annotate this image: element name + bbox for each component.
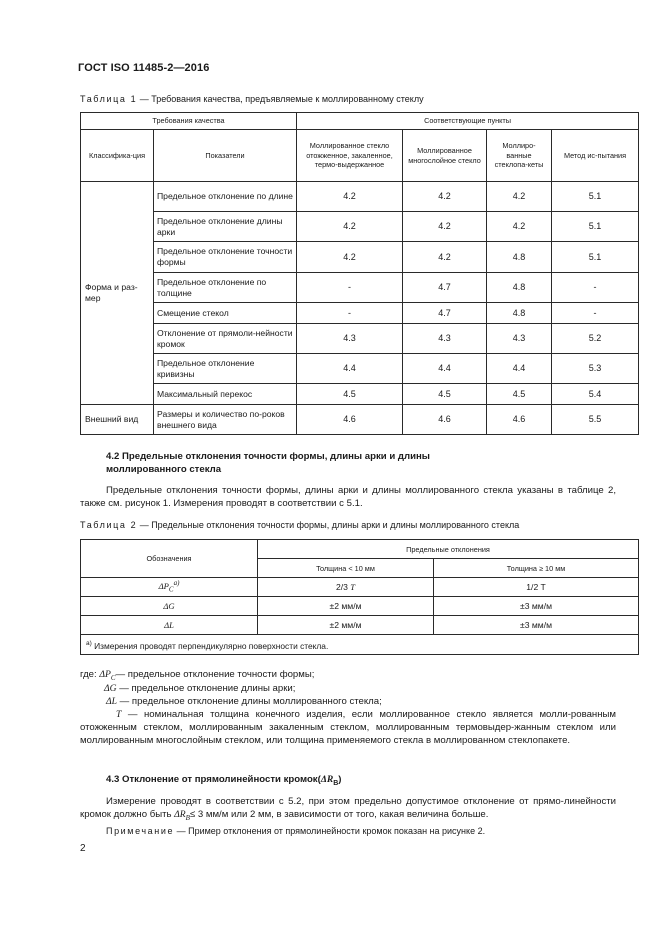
table2-caption-label: Таблица 2 [80,520,138,530]
legend-pc-subscript: C [110,673,116,682]
row-value: 4.7 [403,303,487,324]
row-indicator: Максимальный перекос [154,384,297,405]
note-label: Примечание [106,826,175,836]
legend-g-symbol: ΔG [104,683,117,694]
footnote-ref: a) [173,579,180,588]
col-bent-glass: Моллированное стекло отожженное, закаленное, термо-выдержанное [297,130,403,182]
row-value: 4.3 [403,324,487,354]
section-4-3-text-1: Измерение проводят в соответствии с 5.2, при этом предельно допустимое отклонение от прямо-линейности кромок должно быть [80,796,616,821]
row-value: 4.2 [297,242,403,273]
col-test-method: Метод ис-пытания [552,130,639,182]
section-4-3-note [106,826,485,836]
designation-cell [81,578,258,597]
section-4-2-heading-line2: моллированного стекла [106,464,222,475]
row-method: 5.1 [552,212,639,242]
table1-caption-text: — Требования качества, предъявляемые к моллированному стеклу [137,94,424,104]
legend-l-text: — предельное отклонение длины моллированного стекла; [116,696,382,707]
symbol-delta-g: ΔG [81,597,258,616]
legend-l [106,695,382,708]
row-value: 4.2 [487,212,552,242]
legend-g-text: — предельное отклонение длины арки; [116,683,296,694]
legend-pc-text: — предельное отклонение точности формы; [115,669,315,680]
row-value: 4.4 [403,354,487,384]
limit-thick-value: ±3 мм/м [434,616,639,635]
row-method: 5.1 [552,242,639,273]
row-value: 4.6 [297,405,403,435]
row-method: - [552,273,639,303]
table2-caption-text: — Предельные отклонения точности формы, длины арки и длины моллированного стекла [137,520,520,530]
section-4-3-heading [106,773,342,790]
row-indicator: Предельное отклонение длины арки [154,212,297,242]
document-title: ГОСТ ISO 11485-2—2016 [78,62,210,74]
legend-t-symbol: T [116,709,122,720]
row-indicator: Отклонение от прямоли-нейности кромок [154,324,297,354]
row-value: 4.7 [403,273,487,303]
row-value: 4.8 [487,242,552,273]
section-4-2-heading-line1: 4.2 Предельные отклонения точности формы, длины арки и длины [106,451,430,462]
symbol-delta-l: ΔL [81,616,258,635]
limit-thick-value: 1/2 T [434,578,639,597]
deviation-limits-table [80,539,639,655]
row-value: 4.6 [403,405,487,435]
row-indicator: Смещение стекол [154,303,297,324]
row-value: 4.6 [487,405,552,435]
head-limits: Предельные отклонения [258,540,639,559]
row-value: 4.4 [487,354,552,384]
section-4-3-heading-subscript: B [333,779,339,787]
row-value: 4.5 [297,384,403,405]
head-requirements: Требования качества [81,113,297,130]
row-value: 4.2 [297,212,403,242]
section-4-3-text-2: ≤ 3 мм/м или 2 мм, в зависимости от того, какая величина больше. [189,809,489,821]
col-indicators: Показатели [154,130,297,182]
head-sections: Соответствующие пункты [297,113,639,130]
section-4-2-heading [106,450,430,476]
section-4-3-heading-symbol: ΔR [320,774,334,785]
row-method: 5.3 [552,354,639,384]
section-4-3-heading-end: ) [338,774,342,785]
table1-caption-label: Таблица 1 [80,94,138,104]
row-indicator: Предельное отклонение кривизны [154,354,297,384]
legend-g [104,682,295,695]
row-method: 5.1 [552,182,639,212]
row-value: 4.3 [487,324,552,354]
row-value: 4.2 [297,182,403,212]
page-number: 2 [80,843,86,854]
section-4-3-heading-text: 4.3 Отклонение от прямолинейности кромок( [106,774,321,785]
row-value: 4.5 [487,384,552,405]
legend-t [80,708,616,748]
limit-thin-value: ±2 мм/м [258,597,434,616]
legend-pc-symbol: ΔP [99,669,111,680]
head-thickness-thick: Толщина ≥ 10 мм [434,559,639,578]
section-4-2-paragraph: Предельные отклонения точности формы, длины арки и длины моллированного стекла указаны в таблице 2, также см. рисунок 1. Измерения проводят в соответствии с 5.1. [80,485,616,510]
row-value: 4.8 [487,303,552,324]
footnote-text: Измерения проводят перпендикулярно поверхности стекла. [91,640,329,651]
group-appearance: Внешний вид [81,405,154,435]
table2-caption [80,520,519,530]
row-method: - [552,303,639,324]
row-value: 4.3 [297,324,403,354]
head-thickness-thin: Толщина < 10 мм [258,559,434,578]
limit-thin-value: 2/3 [335,581,351,592]
row-value: 4.5 [403,384,487,405]
row-value: 4.2 [403,212,487,242]
table1-caption [80,94,424,104]
row-indicator: Предельное отклонение по длине [154,182,297,212]
section-4-3-subscript: B [185,814,190,823]
limit-thin-value: ±2 мм/м [258,616,434,635]
section-4-3-paragraph [80,795,616,825]
col-classification: Классифика-ция [81,130,154,182]
head-designation: Обозначения [81,540,258,578]
row-value: 4.2 [403,242,487,273]
quality-requirements-table [80,112,639,435]
legend-where: где: [80,669,100,680]
limit-thick-value: ±3 мм/м [434,597,639,616]
row-value: 4.2 [403,182,487,212]
symbol-subscript: C [168,585,174,594]
row-method: 5.2 [552,324,639,354]
row-value: 4.4 [297,354,403,384]
legend-l-symbol: ΔL [106,696,117,707]
row-indicator: Предельное отклонение точности формы [154,242,297,273]
row-indicator: Размеры и количество по-роков внешнего вида [154,405,297,435]
limit-thin-cell [258,578,434,597]
symbol-t: T [350,581,356,592]
row-method: 5.4 [552,384,639,405]
table2-footnote [81,635,639,655]
legend-t-text: — номинальная толщина конечного изделия, если моллированное стекло является молли-рованным отожженным стеклом, моллированным закаленным стеклом, моллированным термовыдер-жанным стеклом или моллированным многослойным стеклом, или толщина применяемого стекла в моллированном стеклопакете. [80,709,616,747]
row-value: - [297,273,403,303]
col-glass-units: Моллиро-ванные стеклопа-кеты [487,130,552,182]
col-laminated: Моллированное многослойное стекло [403,130,487,182]
row-indicator: Предельное отклонение по толщине [154,273,297,303]
group-form-and-size: Форма и раз-мер [81,182,154,405]
row-method: 5.5 [552,405,639,435]
symbol-delta-pc: ΔP [158,581,169,592]
footnote-mark: a) [86,639,92,647]
row-value: 4.2 [487,182,552,212]
row-value: - [297,303,403,324]
row-value: 4.8 [487,273,552,303]
note-text: — Пример отклонения от прямолинейности кромок показан на рисунке 2. [174,826,486,836]
section-4-3-symbol: ΔR [174,809,186,821]
